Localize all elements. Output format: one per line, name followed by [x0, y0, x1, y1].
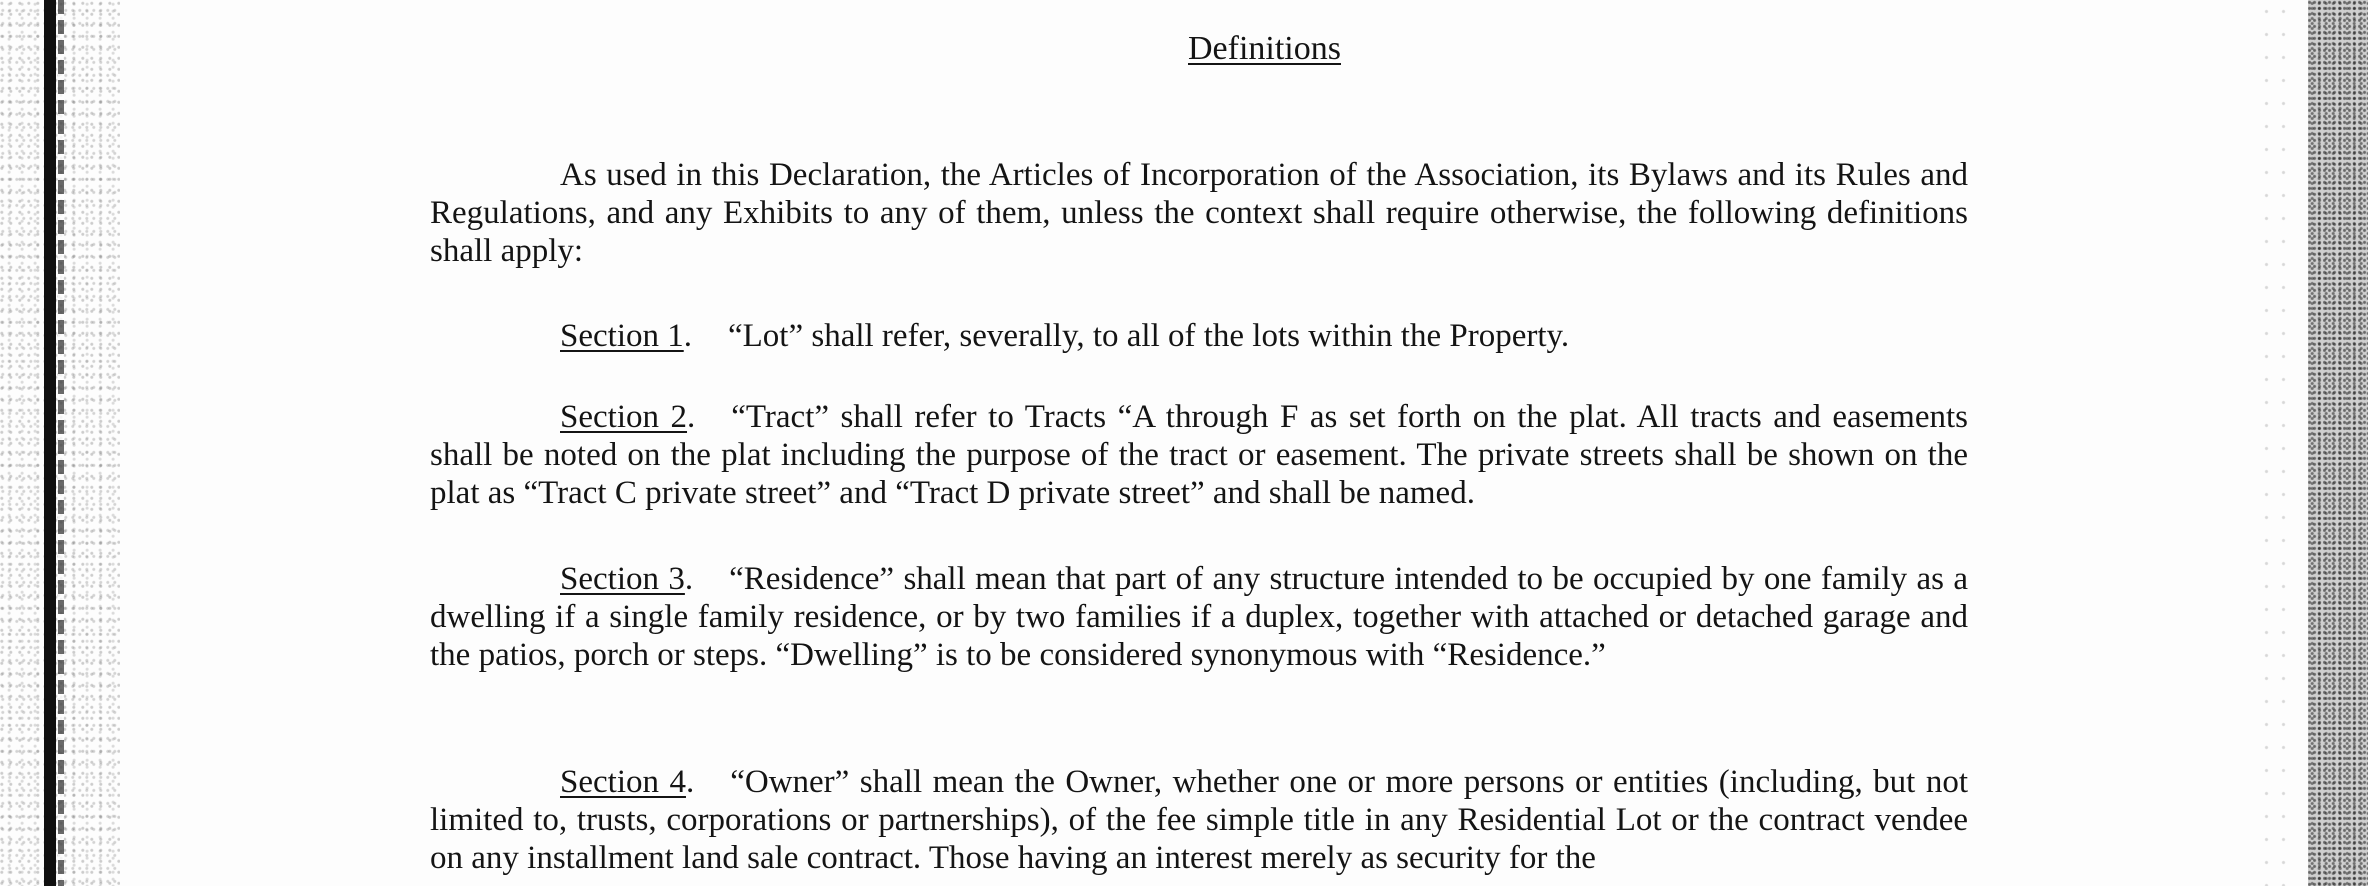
section-4-label: Section 4	[560, 764, 686, 800]
scan-noise-right	[2308, 0, 2368, 886]
section-3-text: “Residence” shall mean that part of any structure intended to be occupied by one family as a dwelling if a single family residence, or by two families if a duplex, together with attached or detached garage and the patios, porch or steps. “Dwelling” is to be considered synonymous with “Residence.”	[430, 561, 1968, 673]
section-4-text: “Owner” shall mean the Owner, whether one or more persons or entities (including, but not limited to, trusts, corporations or partnerships), of the fee simple title in any Residential Lot or the contract vendee on any installment land sale contract. Those having an interest merely as security for the	[430, 764, 1968, 876]
scan-border-left	[44, 0, 56, 886]
scan-speckle-right	[2258, 0, 2298, 886]
section-4-paragraph: Section 4. “Owner” shall mean the Owner, whether one or more persons or entities (including, but not limited to, trusts, corporations or partnerships), of the fee simple title in any Residential Lot or the contract vendee on any installment land sale contract. Those having an interest merely as security for the	[430, 764, 1968, 876]
section-2-paragraph: Section 2. “Tract” shall refer to Tracts “A through F as set forth on the plat. All tracts and easements shall be noted on the plat including the purpose of the tract or easement. The private streets shall be shown on the plat as “Tract C private street” and “Tract D private street” and shall be named.	[430, 399, 1968, 511]
section-3-label: Section 3	[560, 561, 685, 597]
section-1-label: Section 1	[560, 318, 684, 354]
section-1-text: “Lot” shall refer, severally, to all of the lots within the Property.	[727, 318, 1570, 354]
scan-border-left-dashed	[58, 0, 64, 886]
section-2-label: Section 2	[560, 399, 688, 435]
intro-paragraph: As used in this Declaration, the Articles of Incorporation of the Association, its Bylaws and its Rules and Regulations, and any Exhibits to any of them, unless the context shall require otherwise, the following definitions shall apply:	[430, 157, 1968, 269]
page-title: Definitions	[1188, 30, 1341, 67]
section-1-paragraph: Section 1. “Lot” shall refer, severally, to all of the lots within the Property.	[560, 318, 1570, 354]
section-3-paragraph: Section 3. “Residence” shall mean that part of any structure intended to be occupied by one family as a dwelling if a single family residence, or by two families if a duplex, together with attached or detached garage and the patios, porch or steps. “Dwelling” is to be considered synonymous with “Residence.”	[430, 561, 1968, 673]
section-2-text: “Tract” shall refer to Tracts “A through F as set forth on the plat. All tracts and easements shall be noted on the plat including the purpose of the tract or easement. The private streets shall be shown on the plat as “Tract C private street” and “Tract D private street” and shall be named.	[430, 399, 1968, 511]
